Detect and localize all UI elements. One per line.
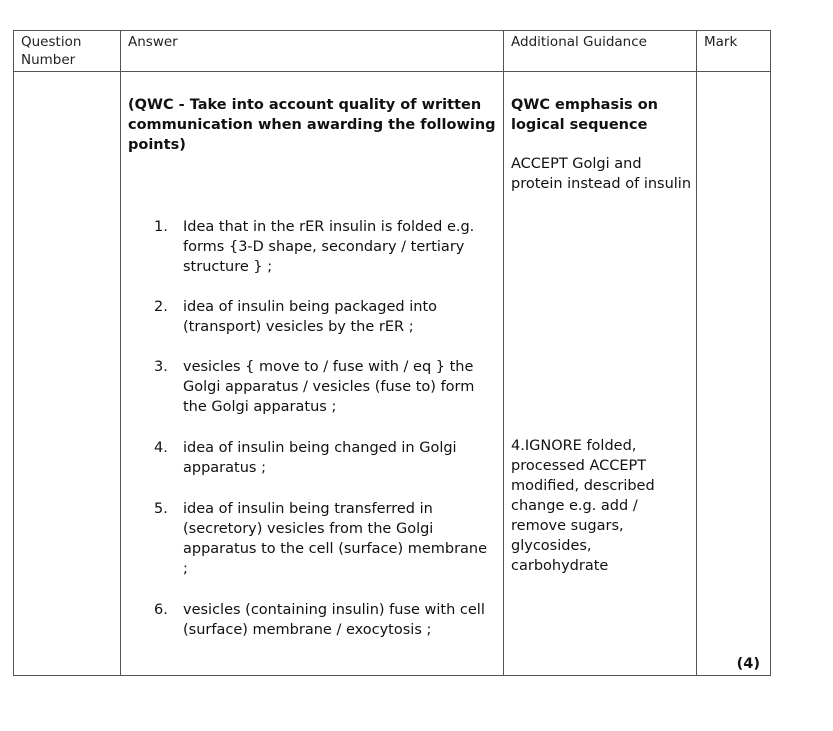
- column-divider: [120, 31, 121, 675]
- point-text: idea of insulin being changed in Golgi apparatus ;: [183, 440, 457, 476]
- mark-total: (4): [736, 656, 760, 672]
- guidance-accept-golgi: ACCEPT Golgi and protein instead of insulin: [511, 156, 692, 192]
- point-text: Idea that in the rER insulin is folded e.g. forms {3-D shape, secondary / tertiary structure } ;: [183, 219, 475, 275]
- marking-point: [154, 217, 494, 277]
- marking-point: [154, 600, 494, 640]
- point-text: idea of insulin being transferred in (secretory) vesicles from the Golgi apparatus to the cell (surface) membrane ;: [183, 501, 488, 577]
- header-answer: Answer: [128, 34, 178, 50]
- column-divider: [696, 31, 697, 675]
- point-text: vesicles (containing insulin) fuse with cell (surface) membrane / exocytosis ;: [183, 602, 485, 638]
- point-number: 1.: [154, 219, 168, 235]
- marking-point: [154, 357, 494, 417]
- qwc-note: (QWC - Take into account quality of written communication when awarding the following points): [128, 97, 496, 153]
- guidance-point-4: 4.IGNORE folded, processed ACCEPT modified, described change e.g. add / remove sugars, glycosides, carbohydrate: [511, 438, 655, 574]
- header-row-divider: [14, 71, 770, 72]
- point-number: 4.: [154, 440, 168, 456]
- marking-point: [154, 499, 494, 579]
- point-text: idea of insulin being packaged into (transport) vesicles by the rER ;: [183, 299, 438, 335]
- header-question-number: Question Number: [21, 34, 82, 68]
- point-number: 5.: [154, 501, 168, 517]
- point-number: 3.: [154, 359, 168, 375]
- marking-point: [154, 438, 494, 478]
- header-mark: Mark: [704, 34, 738, 50]
- header-additional-guidance: Additional Guidance: [511, 34, 647, 50]
- point-number: 6.: [154, 602, 168, 618]
- column-divider: [503, 31, 504, 675]
- mark-scheme-table: [13, 30, 771, 676]
- marking-point: [154, 297, 494, 337]
- point-number: 2.: [154, 299, 168, 315]
- guidance-qwc-emphasis: QWC emphasis on logical sequence: [511, 97, 659, 133]
- point-text: vesicles { move to / fuse with / eq } the Golgi apparatus / vesicles (fuse to) form the Golgi apparatus ;: [183, 359, 475, 415]
